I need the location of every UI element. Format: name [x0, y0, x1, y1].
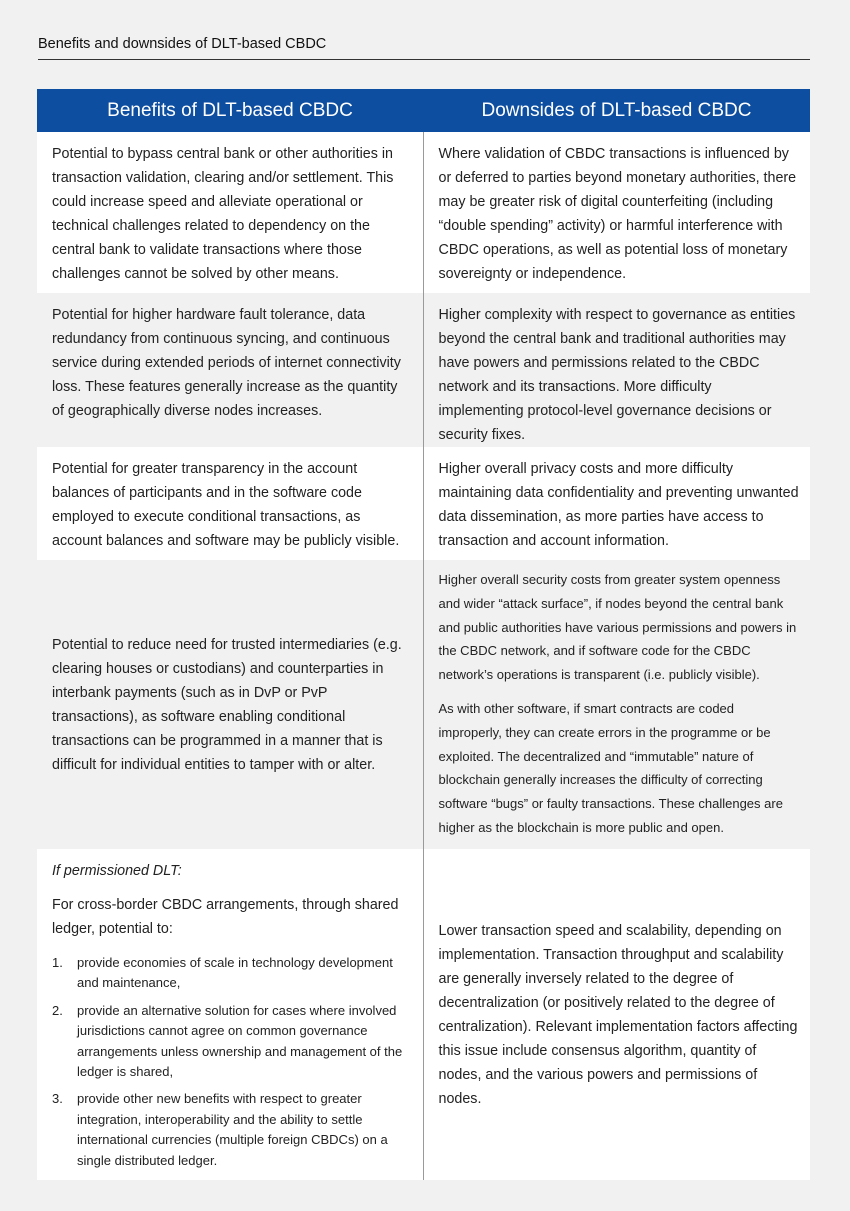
table-row: [37, 849, 810, 1180]
downside-cell: [423, 293, 810, 447]
list-number: 3.: [52, 1091, 63, 1107]
benefit-text: Potential for greater transparency in the account balances of participants and in the software code employed to execute conditional transactions, as account balances and software may be publicly visible.: [52, 461, 400, 549]
downside-text: Higher overall security costs from greater system openness and wider “attack surface”, if nodes beyond the central bank and public authorities have various permissions and powers in the CBDC network, and if software code for the CBDC network’s operations is transparent (i.e. publicly visible).: [438, 572, 797, 683]
table-row: [37, 560, 810, 849]
table-header-row: [37, 89, 810, 132]
downsides-column-header: Downsides of DLT-based CBDC: [423, 89, 810, 132]
benefit-cell: [37, 293, 423, 447]
downside-cell: [423, 849, 810, 1180]
list-item: [52, 953, 409, 994]
list-number: 2.: [52, 1002, 63, 1018]
downside-text: Lower transaction speed and scalability, depending on implementation. Transaction throughput and scalability are generally inversely related to the degree of decentralization (or positively related to the degree of centralization). Relevant implementation factors affecting this issue include consensus algorithm, quantity of nodes, and the various powers and permissions of nodes.: [438, 922, 798, 1107]
table-row: [37, 293, 810, 447]
benefit-list: [52, 953, 409, 1171]
benefit-text: Potential to reduce need for trusted intermediaries (e.g. clearing houses or custodians) and counterparties in interbank payments (such as in DvP or PvP transactions), as software enabling conditional transactions can be programmed in a manner that is difficult for individual entities to tamper with or alter.: [52, 636, 402, 773]
permissioned-dlt-heading: If permissioned DLT:: [52, 863, 182, 879]
list-number: 1.: [52, 955, 63, 970]
downside-cell: [423, 447, 810, 560]
table-row: [37, 132, 810, 293]
downside-text: Higher complexity with respect to governance as entities beyond the central bank and traditional authorities may have powers and permissions related to the CBDC network and its transactions. More difficulty implementing protocol-level governance decisions or security fixes.: [438, 307, 796, 443]
list-text: provide economies of scale in technology development and maintenance,: [77, 955, 393, 991]
benefit-cell: [37, 132, 423, 293]
benefit-intro: For cross-border CBDC arrangements, through shared ledger, potential to:: [52, 897, 399, 937]
benefit-cell: [37, 849, 423, 1180]
list-text: provide an alternative solution for cases where involved jurisdictions cannot agree on common governance arrangements unless ownership and management of the ledger is shared,: [77, 1002, 403, 1080]
benefits-column-header: Benefits of DLT-based CBDC: [37, 89, 423, 132]
comparison-table: [37, 89, 810, 1180]
list-item: [52, 1001, 409, 1083]
benefit-text: Potential for higher hardware fault tolerance, data redundancy from continuous syncing, and continuous service during extended periods of internet connectivity loss. These features generally increase as the quantity of geographically diverse nodes increases.: [52, 307, 401, 419]
document-title: Benefits and downsides of DLT-based CBDC: [38, 36, 327, 52]
list-item: [52, 1089, 409, 1171]
list-text: provide other new benefits with respect to greater integration, interoperability and the ability to settle international currencies (multiple foreign CBDCs) on a single distributed ledger.: [77, 1091, 388, 1168]
title-divider: [38, 59, 810, 60]
downside-text: Higher overall privacy costs and more difficulty maintaining data confidentiality and preventing unwanted data dissemination, as more parties have access to transaction and account information.: [438, 461, 799, 549]
benefit-text: Potential to bypass central bank or other authorities in transaction validation, clearing and/or settlement. This could increase speed and alleviate operational or technical challenges related to dependency on the central bank to validate transactions where those challenges cannot be solved by other means.: [52, 146, 394, 282]
downside-text: Where validation of CBDC transactions is influenced by or deferred to parties beyond monetary authorities, there may be greater risk of digital counterfeiting (including “double spending” activity) or harmful interference with CBDC operations, as well as potential loss of monetary sovereignty or independence.: [438, 146, 797, 282]
table-row: [37, 447, 810, 560]
downside-cell: [423, 132, 810, 293]
benefit-cell: [37, 447, 423, 560]
downside-text: As with other software, if smart contracts are coded improperly, they can create errors in the programme or be exploited. The decentralized and “immutable” nature of blockchain generally increases the difficulty of correcting software “bugs” or faulty transactions. These challenges are higher as the blockchain is more public and open.: [438, 700, 783, 835]
benefit-cell: [37, 560, 423, 849]
downside-cell: [423, 560, 810, 849]
